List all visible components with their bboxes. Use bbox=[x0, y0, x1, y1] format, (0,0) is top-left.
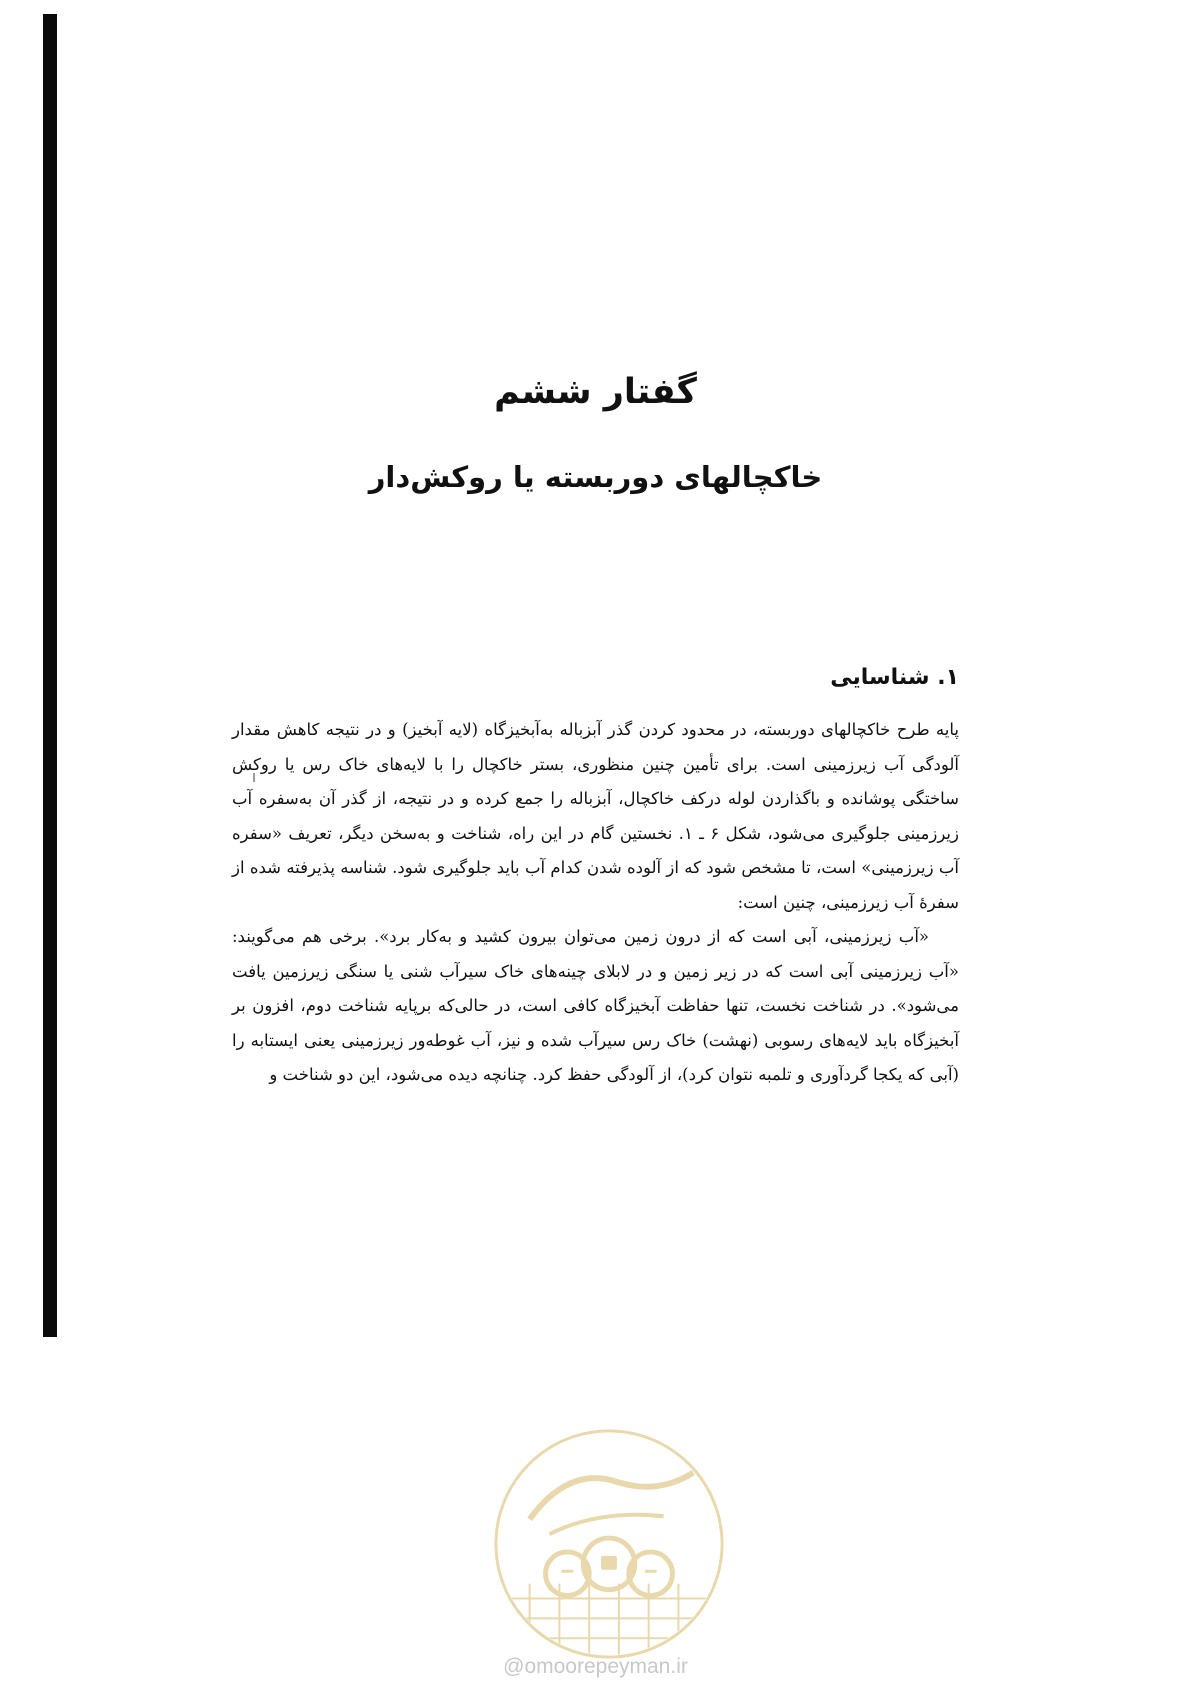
watermark-logo bbox=[490, 1425, 728, 1663]
body-text bbox=[232, 713, 959, 1093]
watermark-url: @omoorepeyman.ir bbox=[503, 1655, 688, 1678]
chapter-subtitle: خاکچالهای دوربسته یا روکش‌دار bbox=[368, 460, 823, 494]
section-heading: ۱. شناسایی bbox=[830, 665, 959, 690]
paragraph: «آب زیرزمینی، آبی است که از درون زمین می‌توان بیرون کشید و به‌کار برد». برخی هم می‌گویند: «آب زیرزمینی آبی است که در زیر زمین و در لابلای چینه‌های خاک سیرآب شنی یا سنگی زیرزمین یافت می‌شود». در شناخت نخست، تنها حفاظت آبخیزگاه کافی است، در حالی‌که برپایه شناخت دوم، افزون بر آبخیزگاه باید لایه‌های رسوبی (نهشت) خاک رس سیرآب شده و نیز، آب غوطه‌ور زیرزمینی یعنی ایستابه را (آبی که یکجا گردآوری و تلمبه نتوان کرد)، از آلودگی حفظ کرد. چنانچه دیده می‌شود، این دو شناخت و bbox=[232, 927, 959, 1084]
paragraph: پایه طرح خاکچالهای دوربسته، در محدود کردن گذر آبزباله به‌آبخیزگاه (لایه آبخیز) و در نتیجه کاهش مقدار آلودگی آب زیرزمینی است. برای تأمین چنین منظوری، بستر خاکچال را با لایه‌های خاک رس یا روکش ساختگی پوشانده و باگذاردن لوله درکف خاکچال، آبزباله را جمع کرده و در نتیجه، از گذر آن به‌سفره آب زیرزمینی جلوگیری می‌شود، شکل ۶ ـ ۱. نخستین گام در این راه، شناخت و به‌سخن دیگر، تعریف «سفره آب زیرزمینی» است، تا مشخص شود که از آلوده شدن کدام آب باید جلوگیری شود. شناسه پذیرفته شده از سفرهٔ آب زیرزمینی، چنین است: bbox=[232, 720, 959, 912]
logo-calligraphy-stroke bbox=[530, 1473, 694, 1520]
page-binding-bar bbox=[43, 14, 57, 1337]
chapter-title: گفتار ششم bbox=[494, 372, 697, 412]
